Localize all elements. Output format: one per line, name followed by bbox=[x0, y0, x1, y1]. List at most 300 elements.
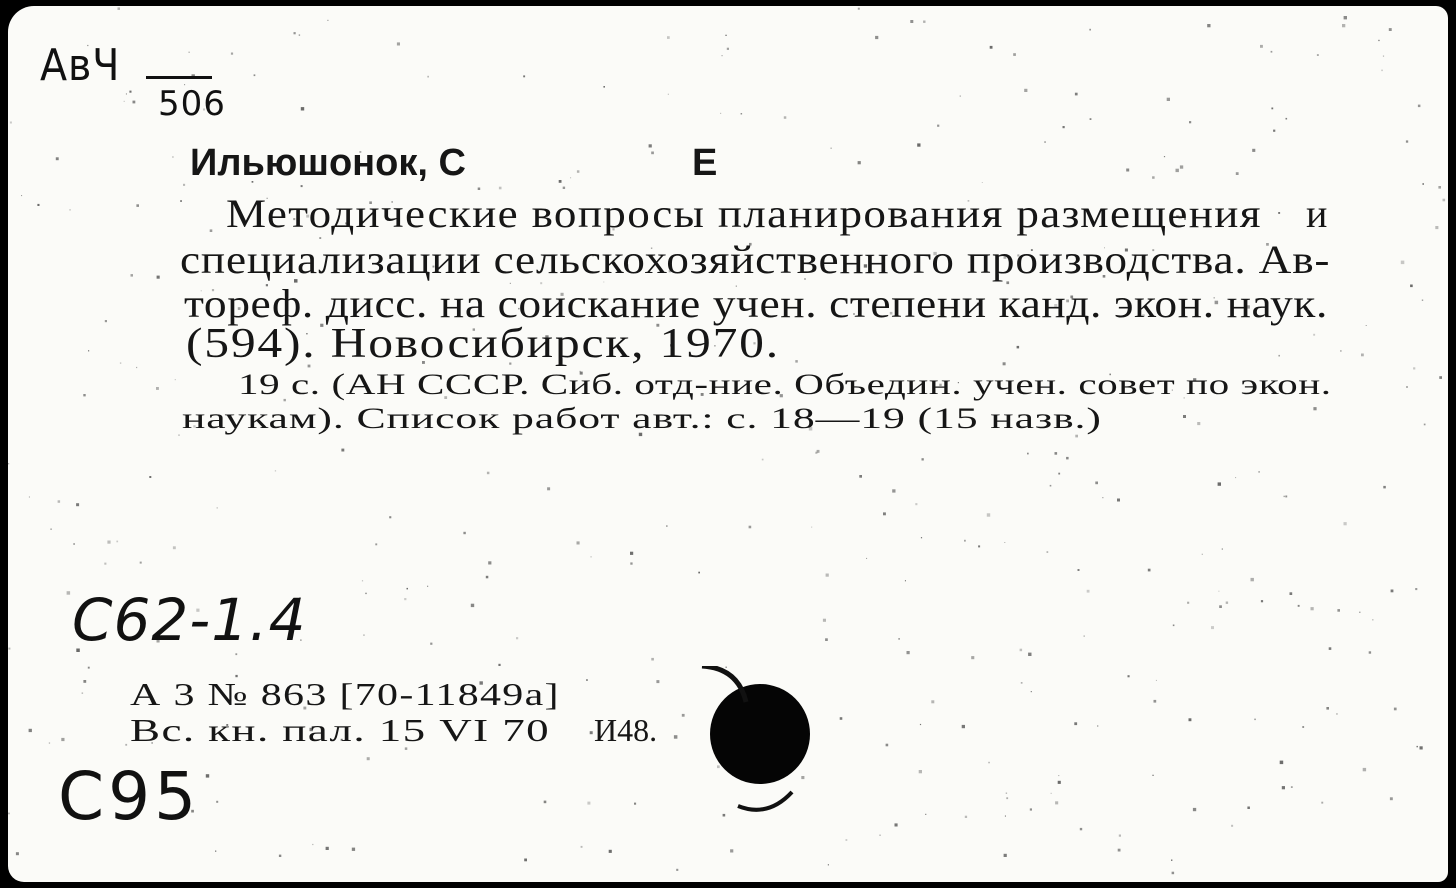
title-line-4: (594). Новосибирск, 1970. bbox=[186, 321, 780, 367]
speck bbox=[811, 527, 812, 528]
speck bbox=[895, 823, 898, 826]
speck bbox=[1152, 176, 1155, 179]
speck bbox=[990, 46, 993, 49]
classification-mark-2: С95 bbox=[58, 758, 201, 835]
speck bbox=[634, 803, 636, 805]
speck bbox=[1222, 548, 1223, 549]
speck bbox=[133, 101, 136, 104]
speck bbox=[720, 113, 721, 114]
speck bbox=[1183, 415, 1186, 418]
speck bbox=[1090, 118, 1092, 120]
speck bbox=[1097, 725, 1098, 726]
accession-line: А 3 № 863 [70-11849а] bbox=[130, 676, 560, 712]
speck bbox=[149, 476, 151, 478]
speck bbox=[352, 848, 355, 851]
speck bbox=[559, 180, 562, 183]
speck bbox=[1336, 713, 1337, 714]
speck bbox=[1055, 801, 1058, 804]
speck bbox=[1117, 499, 1120, 502]
speck bbox=[925, 814, 926, 815]
speck bbox=[327, 20, 328, 21]
speck bbox=[1344, 16, 1347, 19]
speck bbox=[965, 816, 967, 818]
speck bbox=[1180, 165, 1183, 168]
speck bbox=[1271, 51, 1273, 53]
speck bbox=[668, 94, 669, 95]
title-line-2: специализации сельскохозяйственного производства. Ав- bbox=[180, 237, 1331, 282]
speck bbox=[674, 735, 678, 739]
speck bbox=[404, 598, 406, 600]
speck bbox=[1197, 422, 1200, 425]
speck bbox=[1219, 605, 1222, 608]
description-line-2: наукам). Список работ авт.: с. 18—19 (15 назв.) bbox=[182, 402, 1102, 435]
speck bbox=[1189, 718, 1192, 721]
speck bbox=[486, 576, 489, 579]
speck bbox=[231, 53, 233, 55]
speck bbox=[49, 742, 50, 743]
speck bbox=[828, 864, 829, 865]
speck bbox=[1075, 93, 1078, 96]
speck bbox=[1254, 719, 1256, 721]
speck bbox=[907, 651, 910, 654]
speck bbox=[1084, 635, 1085, 636]
speck bbox=[1156, 680, 1157, 681]
speck bbox=[279, 855, 281, 857]
speck bbox=[76, 503, 79, 506]
speck bbox=[725, 35, 726, 36]
speck bbox=[1369, 651, 1371, 653]
speck bbox=[365, 593, 366, 594]
speck bbox=[1005, 816, 1006, 817]
speck bbox=[312, 844, 313, 845]
speck bbox=[1378, 40, 1379, 41]
speck bbox=[651, 658, 654, 661]
speck bbox=[1439, 376, 1442, 379]
punch-hole-icon bbox=[698, 666, 818, 826]
speck bbox=[179, 435, 180, 436]
speck bbox=[1406, 140, 1408, 142]
speck bbox=[1329, 647, 1332, 650]
speck bbox=[866, 558, 867, 559]
speck bbox=[1313, 407, 1316, 410]
speck bbox=[1342, 24, 1345, 27]
speck bbox=[1413, 367, 1415, 369]
speck bbox=[1193, 808, 1196, 811]
speck bbox=[16, 852, 19, 855]
speck bbox=[58, 500, 61, 503]
speck bbox=[919, 770, 922, 773]
speck bbox=[362, 580, 363, 581]
speck bbox=[1418, 105, 1421, 108]
speck bbox=[1410, 285, 1413, 288]
speck bbox=[1051, 793, 1052, 794]
speck bbox=[1361, 354, 1364, 357]
speck bbox=[1066, 457, 1069, 460]
speck bbox=[67, 591, 71, 595]
speck bbox=[676, 869, 678, 871]
speck bbox=[1415, 588, 1417, 590]
speck bbox=[1391, 590, 1394, 593]
speck bbox=[840, 717, 843, 720]
speck bbox=[1095, 482, 1098, 485]
speck bbox=[1055, 452, 1058, 455]
speck bbox=[1372, 619, 1373, 620]
speck bbox=[126, 93, 127, 94]
speck bbox=[1326, 707, 1329, 710]
speck bbox=[21, 195, 22, 196]
speck bbox=[982, 182, 983, 183]
speck bbox=[69, 209, 71, 211]
speck bbox=[1167, 98, 1170, 101]
speck bbox=[1317, 54, 1319, 56]
speck bbox=[1258, 471, 1259, 472]
speck bbox=[471, 604, 474, 607]
speck bbox=[905, 580, 906, 581]
speck bbox=[61, 738, 64, 741]
speck bbox=[136, 204, 139, 207]
speck bbox=[254, 74, 256, 76]
speck bbox=[375, 543, 377, 545]
speck bbox=[1280, 761, 1284, 765]
speck bbox=[666, 525, 667, 526]
speck bbox=[29, 497, 30, 498]
speck bbox=[931, 700, 934, 703]
speck bbox=[988, 762, 990, 764]
speck bbox=[1128, 675, 1130, 677]
speck bbox=[859, 475, 862, 478]
speck bbox=[570, 177, 571, 178]
speck bbox=[825, 638, 828, 641]
speck bbox=[37, 204, 39, 206]
speck bbox=[83, 394, 85, 396]
speck bbox=[795, 360, 798, 363]
speck bbox=[1390, 797, 1393, 800]
speck bbox=[1006, 797, 1008, 799]
speck bbox=[1021, 682, 1023, 684]
speck bbox=[8, 648, 10, 650]
speck bbox=[886, 744, 889, 747]
speck bbox=[971, 656, 974, 659]
speck bbox=[1383, 56, 1384, 57]
speck bbox=[1226, 602, 1228, 604]
speck bbox=[892, 489, 895, 492]
speck bbox=[1282, 786, 1285, 789]
speck bbox=[1164, 156, 1165, 157]
speck bbox=[407, 588, 409, 590]
speck bbox=[915, 503, 917, 505]
speck bbox=[215, 851, 216, 852]
speck bbox=[175, 379, 176, 380]
speck bbox=[1417, 746, 1418, 747]
speck bbox=[125, 744, 127, 746]
speck bbox=[830, 148, 832, 150]
speck bbox=[104, 563, 106, 565]
speck bbox=[1020, 649, 1023, 652]
speck bbox=[978, 545, 980, 547]
speck bbox=[189, 52, 190, 53]
speck bbox=[1017, 346, 1020, 349]
speck bbox=[427, 586, 428, 587]
speck bbox=[1337, 609, 1340, 612]
speck bbox=[105, 320, 107, 322]
speck bbox=[1321, 802, 1323, 804]
speck bbox=[1311, 607, 1314, 610]
speck bbox=[88, 667, 90, 669]
speck bbox=[1044, 141, 1045, 142]
speck bbox=[1422, 300, 1423, 301]
speck bbox=[1340, 350, 1342, 352]
speck bbox=[1381, 70, 1383, 72]
speck bbox=[846, 839, 848, 841]
speck bbox=[1271, 108, 1273, 110]
description-line-1: 19 с. (АН СССР. Сиб. отд-ние. Объедин. учен. совет по экон. bbox=[238, 368, 1332, 401]
speck bbox=[1118, 849, 1121, 852]
speck bbox=[586, 679, 588, 681]
speck bbox=[937, 125, 939, 127]
speck bbox=[131, 274, 134, 277]
speck bbox=[1443, 199, 1446, 202]
speck bbox=[1298, 605, 1300, 607]
speck bbox=[630, 562, 632, 564]
speck bbox=[1030, 808, 1032, 810]
speck bbox=[722, 55, 723, 56]
shelf-mark-divider bbox=[146, 76, 212, 79]
shelf-mark-bottom: 506 bbox=[158, 84, 226, 124]
speck bbox=[499, 187, 502, 190]
speck bbox=[1050, 485, 1052, 487]
speck bbox=[210, 229, 213, 232]
speck bbox=[172, 156, 174, 158]
speck bbox=[577, 541, 580, 544]
speck bbox=[603, 86, 605, 88]
speck bbox=[1211, 626, 1214, 629]
speck bbox=[762, 459, 764, 461]
speck bbox=[275, 470, 276, 471]
speck bbox=[1031, 691, 1032, 692]
speck bbox=[1302, 726, 1304, 728]
speck bbox=[124, 101, 125, 102]
speck bbox=[921, 537, 922, 538]
speck bbox=[609, 850, 612, 853]
speck bbox=[1207, 24, 1210, 27]
speck bbox=[577, 170, 580, 173]
speck bbox=[1187, 602, 1189, 604]
speck bbox=[1291, 786, 1293, 788]
speck bbox=[817, 450, 820, 453]
speck bbox=[1290, 592, 1293, 595]
speck bbox=[82, 692, 84, 694]
speck bbox=[299, 34, 300, 35]
speck bbox=[1047, 551, 1049, 553]
speck bbox=[367, 757, 370, 760]
speck bbox=[1422, 183, 1424, 185]
speck bbox=[1363, 768, 1366, 771]
classification-mark-1: С62-1.4 bbox=[72, 586, 307, 654]
speck bbox=[1089, 29, 1091, 31]
speck bbox=[1013, 53, 1016, 56]
speck bbox=[960, 95, 961, 96]
speck bbox=[1119, 835, 1121, 837]
speck bbox=[1406, 386, 1408, 388]
speck bbox=[1235, 477, 1236, 478]
speck bbox=[294, 32, 296, 34]
speck bbox=[910, 20, 913, 23]
speck bbox=[140, 562, 142, 564]
speck bbox=[29, 729, 32, 732]
speck bbox=[656, 680, 659, 683]
speck bbox=[590, 731, 593, 734]
speck bbox=[858, 161, 861, 164]
price-code: И48. bbox=[594, 712, 658, 748]
speck bbox=[1058, 781, 1061, 784]
speck bbox=[88, 350, 89, 351]
speck bbox=[1189, 121, 1191, 123]
speck bbox=[741, 113, 743, 115]
speck bbox=[1126, 169, 1129, 172]
speck bbox=[651, 152, 654, 155]
speck bbox=[301, 107, 304, 110]
speck bbox=[1389, 28, 1392, 31]
speck bbox=[1148, 569, 1151, 572]
speck bbox=[1027, 453, 1029, 455]
speck bbox=[488, 561, 491, 564]
speck bbox=[879, 835, 881, 837]
speck bbox=[1313, 334, 1315, 336]
speck bbox=[1359, 612, 1360, 613]
speck bbox=[922, 458, 924, 460]
speck bbox=[898, 638, 899, 639]
speck bbox=[1172, 872, 1175, 875]
speck bbox=[544, 801, 547, 804]
speck bbox=[301, 185, 303, 187]
speck bbox=[730, 849, 733, 852]
speck bbox=[591, 556, 592, 557]
speck bbox=[116, 541, 118, 543]
speck bbox=[1344, 522, 1347, 525]
speck bbox=[784, 116, 787, 119]
speck bbox=[523, 75, 525, 77]
speck bbox=[1260, 45, 1263, 48]
speck bbox=[698, 572, 700, 574]
speck bbox=[56, 157, 59, 160]
speck bbox=[727, 48, 729, 50]
speck bbox=[923, 21, 925, 23]
speck bbox=[1366, 325, 1367, 326]
speck bbox=[427, 76, 429, 78]
speck bbox=[1202, 554, 1203, 555]
speck bbox=[1152, 775, 1153, 776]
speck bbox=[1003, 362, 1006, 365]
speck bbox=[1231, 825, 1233, 827]
speck bbox=[1394, 708, 1397, 711]
speck bbox=[118, 7, 121, 9]
speck bbox=[1173, 625, 1175, 627]
speck bbox=[581, 846, 583, 848]
speck bbox=[73, 543, 75, 545]
speck bbox=[1251, 578, 1254, 581]
speck bbox=[1278, 355, 1280, 357]
speck bbox=[206, 774, 209, 777]
speck bbox=[1102, 497, 1103, 498]
title-line-3: тореф. дисс. на соискание учен. степени канд. экон. наук. bbox=[184, 281, 1328, 326]
speck bbox=[10, 122, 12, 124]
speck bbox=[649, 144, 652, 147]
speck bbox=[1176, 169, 1179, 172]
speck bbox=[1028, 653, 1031, 656]
speck bbox=[120, 362, 121, 363]
speck bbox=[1058, 473, 1060, 475]
speck bbox=[917, 143, 920, 146]
speck bbox=[1058, 775, 1059, 776]
speck bbox=[826, 574, 829, 577]
speck bbox=[1285, 496, 1287, 498]
speck bbox=[1024, 89, 1027, 92]
speck bbox=[1080, 828, 1082, 830]
speck bbox=[524, 859, 527, 862]
speck bbox=[326, 847, 329, 850]
speck bbox=[1154, 700, 1157, 703]
speck bbox=[156, 387, 159, 390]
speck bbox=[1218, 591, 1219, 592]
speck bbox=[1252, 149, 1255, 152]
speck bbox=[1438, 186, 1441, 189]
author-initial: Е bbox=[692, 142, 718, 184]
speck bbox=[667, 36, 670, 39]
speck bbox=[1424, 424, 1426, 426]
speck bbox=[1063, 126, 1065, 128]
speck bbox=[8, 463, 9, 464]
speck bbox=[180, 200, 182, 202]
speck bbox=[136, 367, 137, 368]
speck bbox=[823, 619, 826, 622]
author-name: Ильюшонок, С bbox=[190, 142, 466, 184]
speck bbox=[1383, 486, 1386, 489]
speck bbox=[1087, 590, 1090, 593]
speck bbox=[1004, 542, 1005, 543]
speck bbox=[363, 634, 365, 636]
speck bbox=[1074, 722, 1077, 725]
speck bbox=[630, 552, 633, 555]
speck bbox=[157, 276, 160, 279]
speck bbox=[397, 42, 400, 45]
speck bbox=[1247, 807, 1250, 810]
speck bbox=[682, 714, 685, 717]
speck bbox=[83, 680, 86, 683]
speck bbox=[749, 526, 752, 529]
catalog-card bbox=[8, 6, 1448, 882]
speck bbox=[487, 472, 490, 475]
book-chamber-line: Вс. кн. пал. 15 VI 70 bbox=[130, 712, 551, 748]
speck bbox=[183, 184, 185, 186]
speck bbox=[858, 8, 860, 10]
speck bbox=[987, 513, 990, 516]
speck bbox=[547, 487, 550, 490]
speck bbox=[516, 637, 518, 639]
speck bbox=[129, 91, 131, 93]
speck bbox=[1236, 172, 1239, 175]
speck bbox=[563, 187, 565, 189]
speck bbox=[883, 512, 886, 515]
speck bbox=[1435, 226, 1438, 229]
speck bbox=[1171, 860, 1172, 861]
speck bbox=[1006, 793, 1007, 794]
speck bbox=[389, 516, 391, 518]
speck bbox=[463, 532, 465, 534]
speck bbox=[1278, 212, 1280, 214]
speck bbox=[1401, 261, 1405, 265]
speck bbox=[50, 528, 52, 530]
speck bbox=[920, 724, 921, 725]
